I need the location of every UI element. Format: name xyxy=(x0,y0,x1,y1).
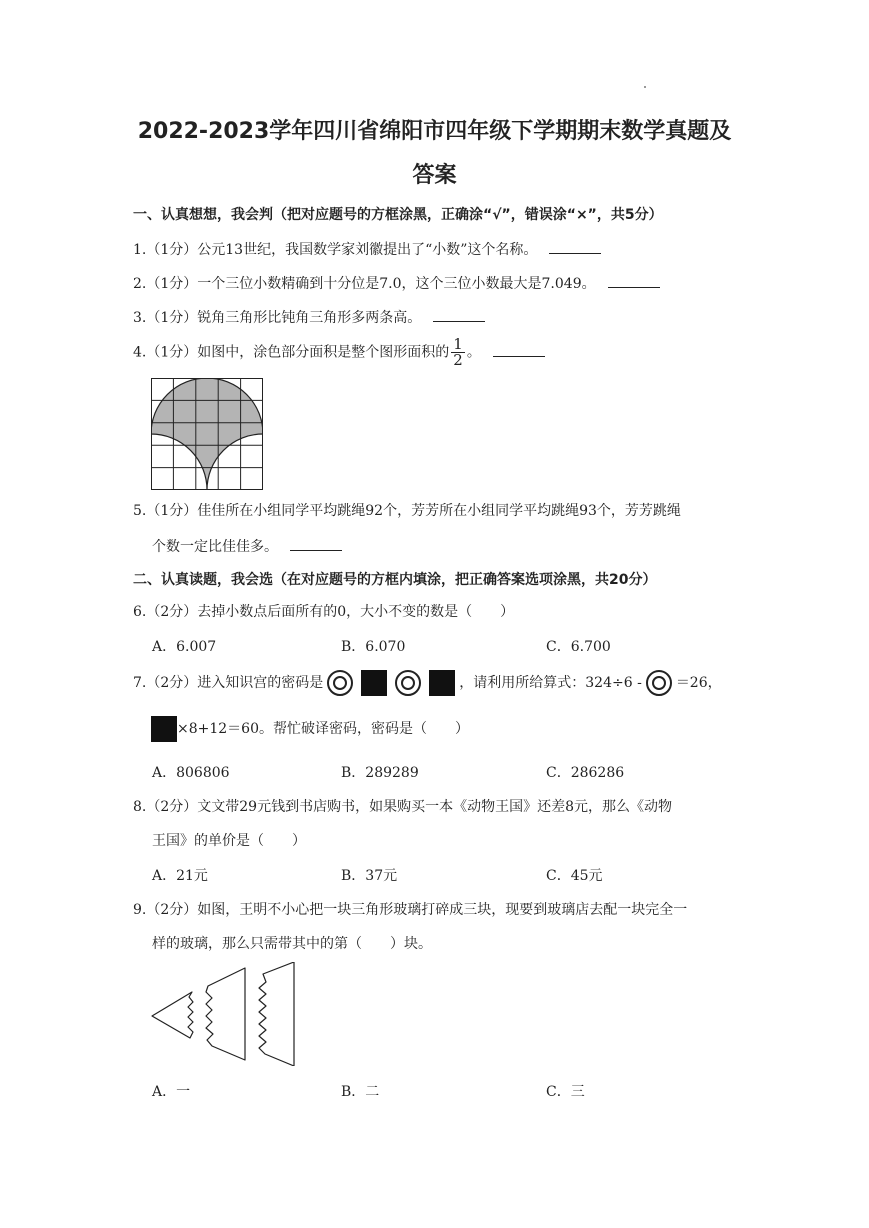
question-8-option-c[interactable]: C．45元 xyxy=(546,868,603,884)
black-square-icon xyxy=(429,670,455,696)
question-7-option-b[interactable]: B．289289 xyxy=(341,765,419,781)
question-7-text-c: ＝26， xyxy=(675,675,722,691)
fraction-one-half xyxy=(451,337,465,368)
question-8-line2: 王国》的单价是（ ） xyxy=(152,833,306,849)
question-7-option-a[interactable]: A．806806 xyxy=(152,765,230,781)
question-7-text-d: ×8+12＝60。帮忙破译密码，密码是（ ） xyxy=(177,721,469,737)
double-circle-icon xyxy=(395,670,421,696)
question-9-line2: 样的玻璃，那么只需带其中的第（ ）块。 xyxy=(152,936,432,952)
question-5-line2 xyxy=(152,536,342,556)
stray-dot xyxy=(644,86,646,88)
double-circle-icon xyxy=(327,670,353,696)
question-9-option-c[interactable]: C．三 xyxy=(546,1084,585,1100)
question-6: 6.（2分）去掉小数点后面所有的0，大小不变的数是（ ） xyxy=(133,604,515,620)
double-circle-icon xyxy=(646,670,672,696)
shaded-grid-figure xyxy=(151,378,263,490)
question-7-text-b: ，请利用所给算式：324÷6 - xyxy=(459,675,642,691)
question-2-text: 2.（1分）一个三位小数精确到十分位是7.0，这个三位小数最大是7.049。 xyxy=(133,276,596,292)
glass-piece-2 xyxy=(206,968,245,1060)
question-5-line1: 5.（1分）佳佳所在小组同学平均跳绳92个，芳芳所在小组同学平均跳绳93个，芳芳跳绳 xyxy=(133,503,681,519)
question-7-option-c[interactable]: C．286286 xyxy=(546,765,625,781)
question-8-option-b[interactable]: B．37元 xyxy=(341,868,398,884)
question-8-option-a[interactable]: A．21元 xyxy=(152,868,208,884)
question-2 xyxy=(133,273,660,293)
question-7-line2 xyxy=(151,715,469,743)
question-7-text-a: 7.（2分）进入知识宫的密码是 xyxy=(133,675,324,691)
question-6-option-c[interactable]: C．6.700 xyxy=(546,639,611,655)
answer-blank-4[interactable] xyxy=(493,344,545,357)
shaded-region xyxy=(151,378,263,490)
broken-glass-figure xyxy=(148,962,300,1066)
question-6-option-a[interactable]: A．6.007 xyxy=(152,639,217,655)
question-9-option-b[interactable]: B．二 xyxy=(341,1084,380,1100)
page-title-line1: 2022-2023学年四川省绵阳市四年级下学期期末数学真题及 xyxy=(137,119,732,144)
question-4-end: 。 xyxy=(466,344,481,361)
fraction-denominator: 2 xyxy=(453,351,463,369)
question-7-line1 xyxy=(133,669,722,697)
question-1 xyxy=(133,239,601,259)
question-9-option-a[interactable]: A．一 xyxy=(152,1084,191,1100)
black-square-icon xyxy=(361,670,387,696)
question-3-text: 3.（1分）锐角三角形比钝角三角形多两条高。 xyxy=(133,310,422,326)
question-6-option-b[interactable]: B．6.070 xyxy=(341,639,406,655)
question-1-text: 1.（1分）公元13世纪，我国数学家刘徽提出了“小数”这个名称。 xyxy=(133,242,538,258)
glass-piece-3 xyxy=(259,962,294,1066)
page-title-line2: 答案 xyxy=(412,163,457,188)
section1-heading: 一、认真想想，我会判（把对应题号的方框涂黑，正确涂“√”，错误涂“×”，共5分） xyxy=(133,207,663,223)
question-4-text: 4.（1分）如图中，涂色部分面积是整个图形面积的 xyxy=(133,344,450,361)
glass-piece-1 xyxy=(152,992,193,1038)
fraction-numerator: 1 xyxy=(453,335,463,353)
answer-blank-1[interactable] xyxy=(549,241,601,254)
answer-blank-5[interactable] xyxy=(290,538,342,551)
section2-heading: 二、认真读题，我会选（在对应题号的方框内填涂，把正确答案选项涂黑，共20分） xyxy=(133,572,657,588)
question-8-line1: 8.（2分）文文带29元钱到书店购书，如果购买一本《动物王国》还差8元，那么《动物 xyxy=(133,799,672,815)
black-square-icon xyxy=(151,716,177,742)
question-3 xyxy=(133,307,485,327)
answer-blank-2[interactable] xyxy=(608,275,660,288)
question-4 xyxy=(133,337,545,368)
question-5-text: 个数一定比佳佳多。 xyxy=(152,539,278,555)
question-9-line1: 9.（2分）如图，王明不小心把一块三角形玻璃打碎成三块，现要到玻璃店去配一块完全一 xyxy=(133,902,688,918)
answer-blank-3[interactable] xyxy=(433,309,485,322)
